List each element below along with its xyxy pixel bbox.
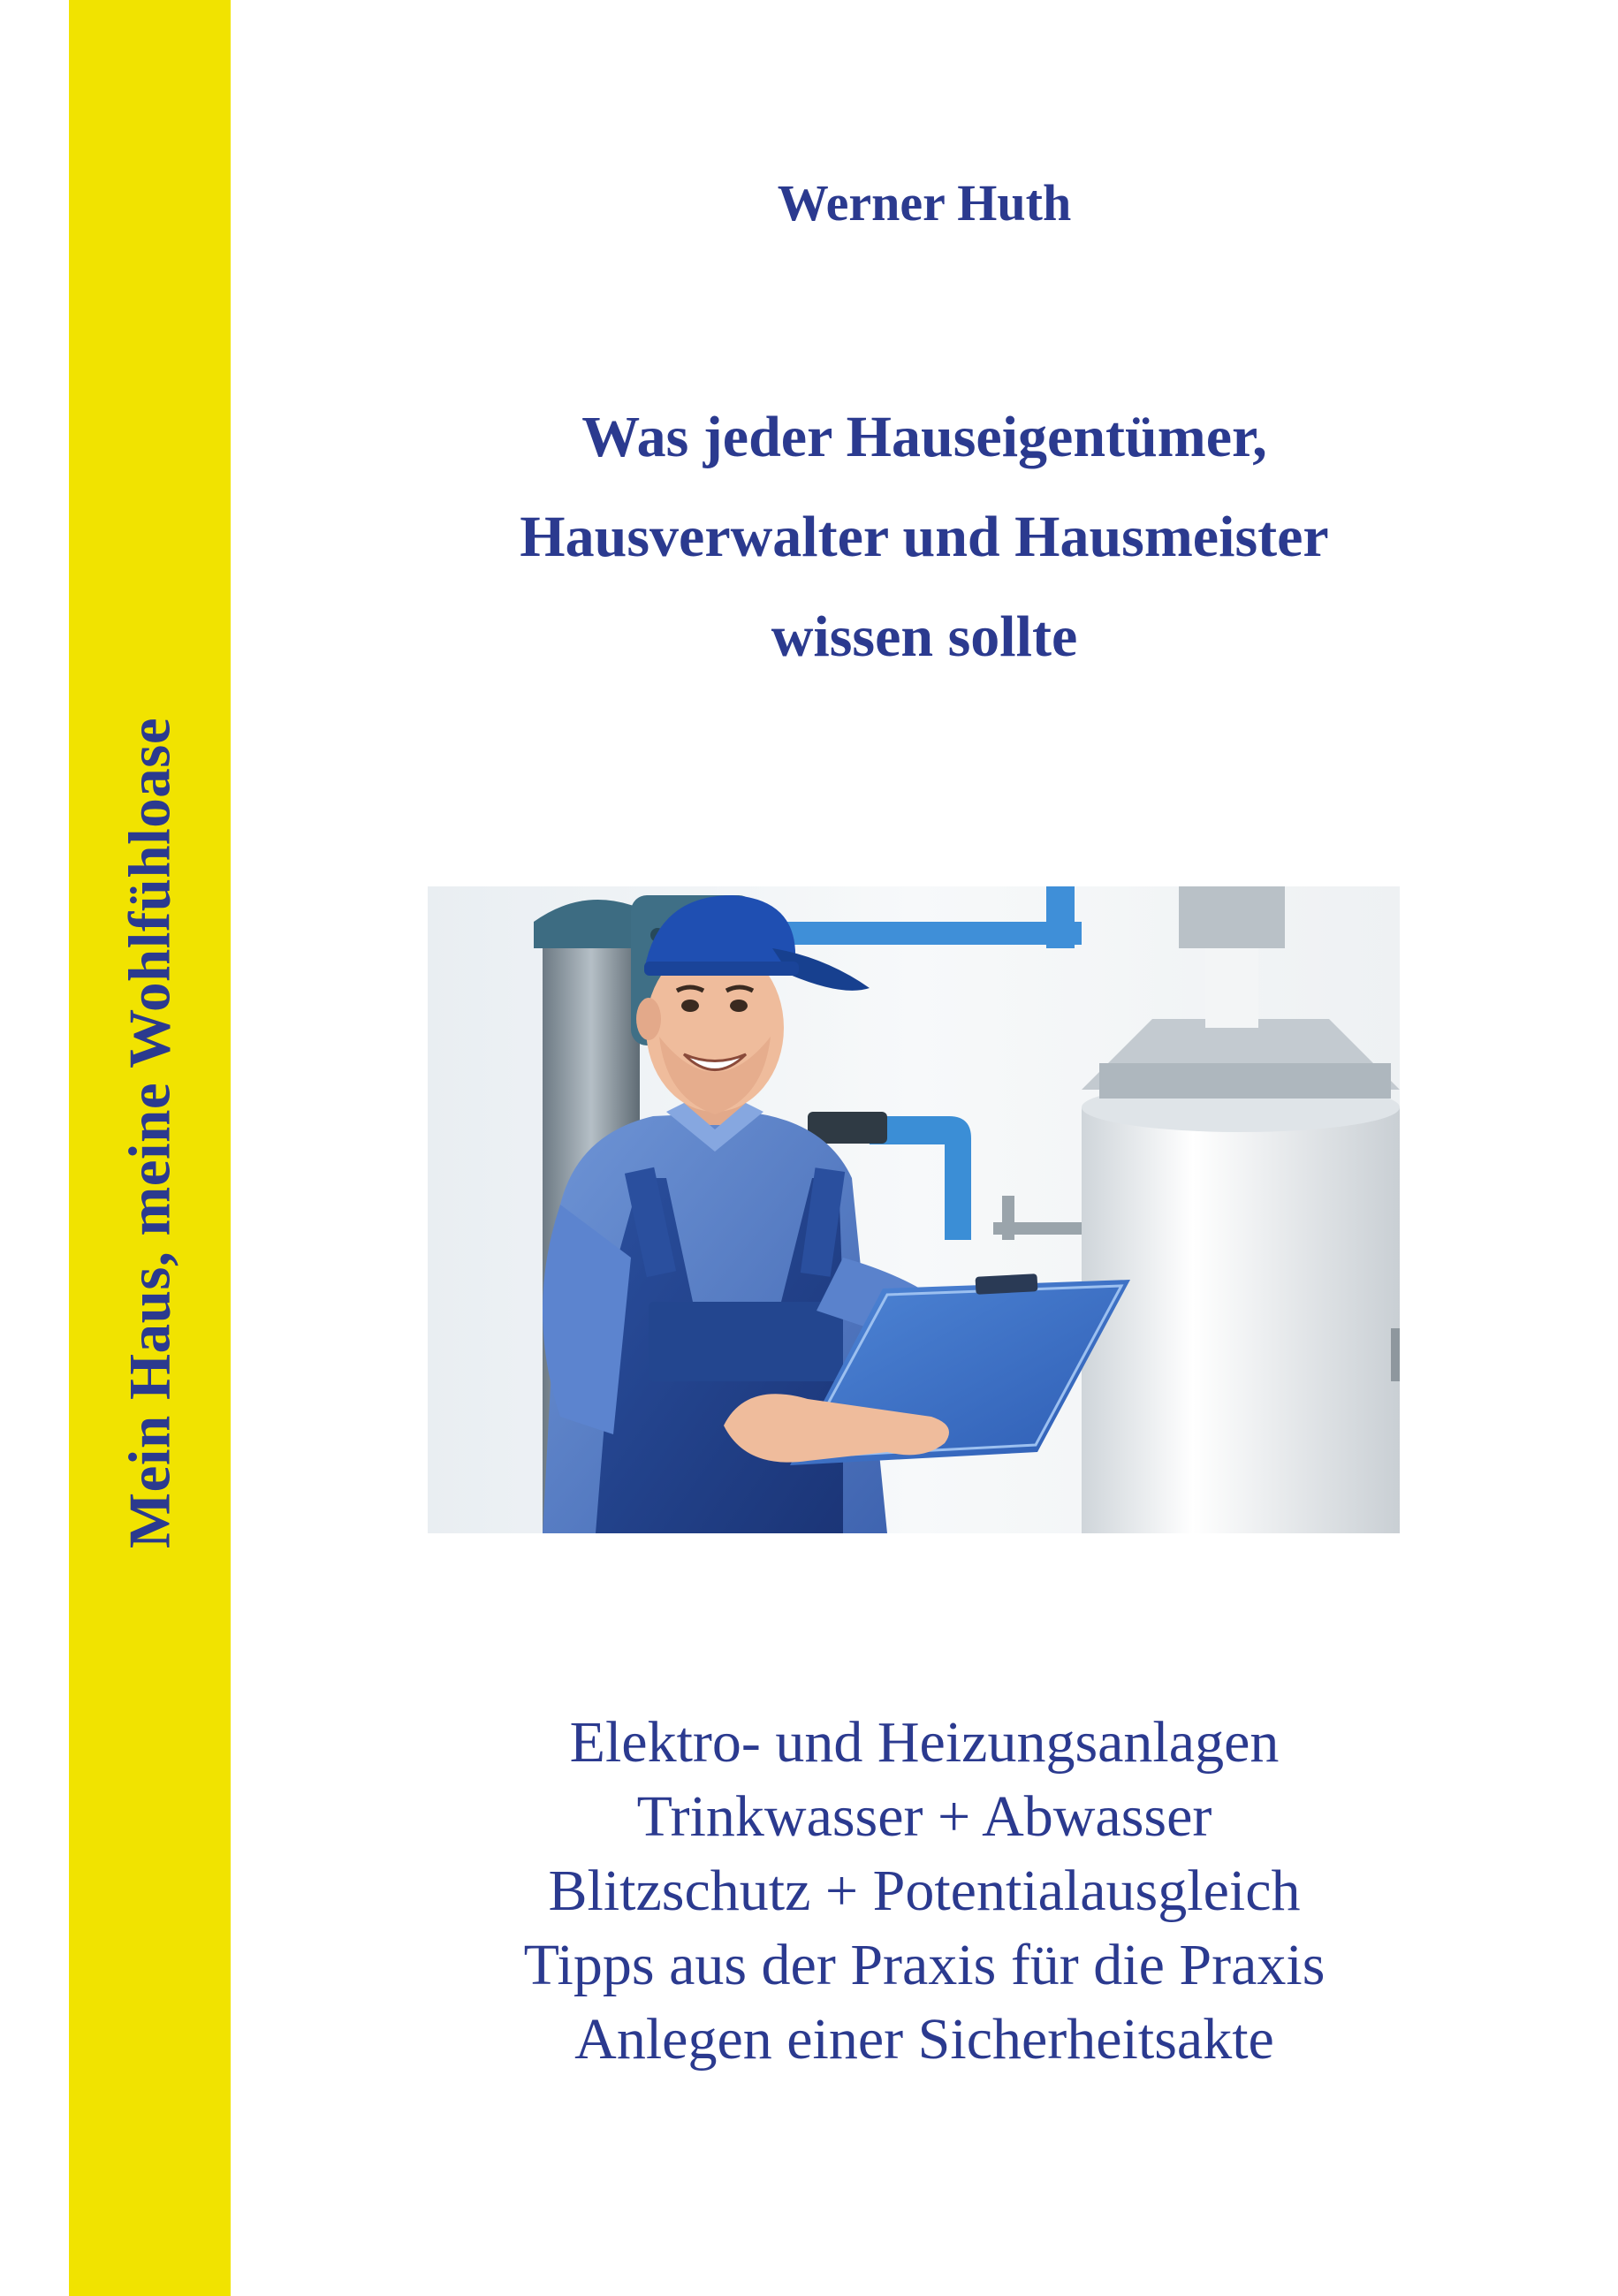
topic-item: Trinkwasser + Abwasser	[636, 1784, 1212, 1849]
topic-item: Anlegen einer Sicherheitsakte	[574, 2007, 1274, 2072]
technician-illustration	[428, 886, 1400, 1533]
topic-list	[231, 1706, 1618, 2077]
title-line: Was jeder Hauseigentümer,	[581, 405, 1267, 469]
cover-photo	[428, 886, 1400, 1533]
title-line: Hausverwalter und Hausmeister	[520, 505, 1329, 569]
author-name: Werner Huth	[777, 174, 1072, 232]
topic-item: Blitzschutz + Potentialausgleich	[548, 1859, 1301, 1923]
title-line: wissen sollte	[771, 604, 1078, 669]
series-title: Mein Haus, meine Wohlfühloase	[117, 717, 183, 1549]
topic-item: Elektro- und Heizungsanlagen	[569, 1710, 1280, 1775]
topic-item: Tipps aus der Praxis für die Praxis	[523, 1933, 1326, 1997]
book-title	[231, 387, 1618, 687]
